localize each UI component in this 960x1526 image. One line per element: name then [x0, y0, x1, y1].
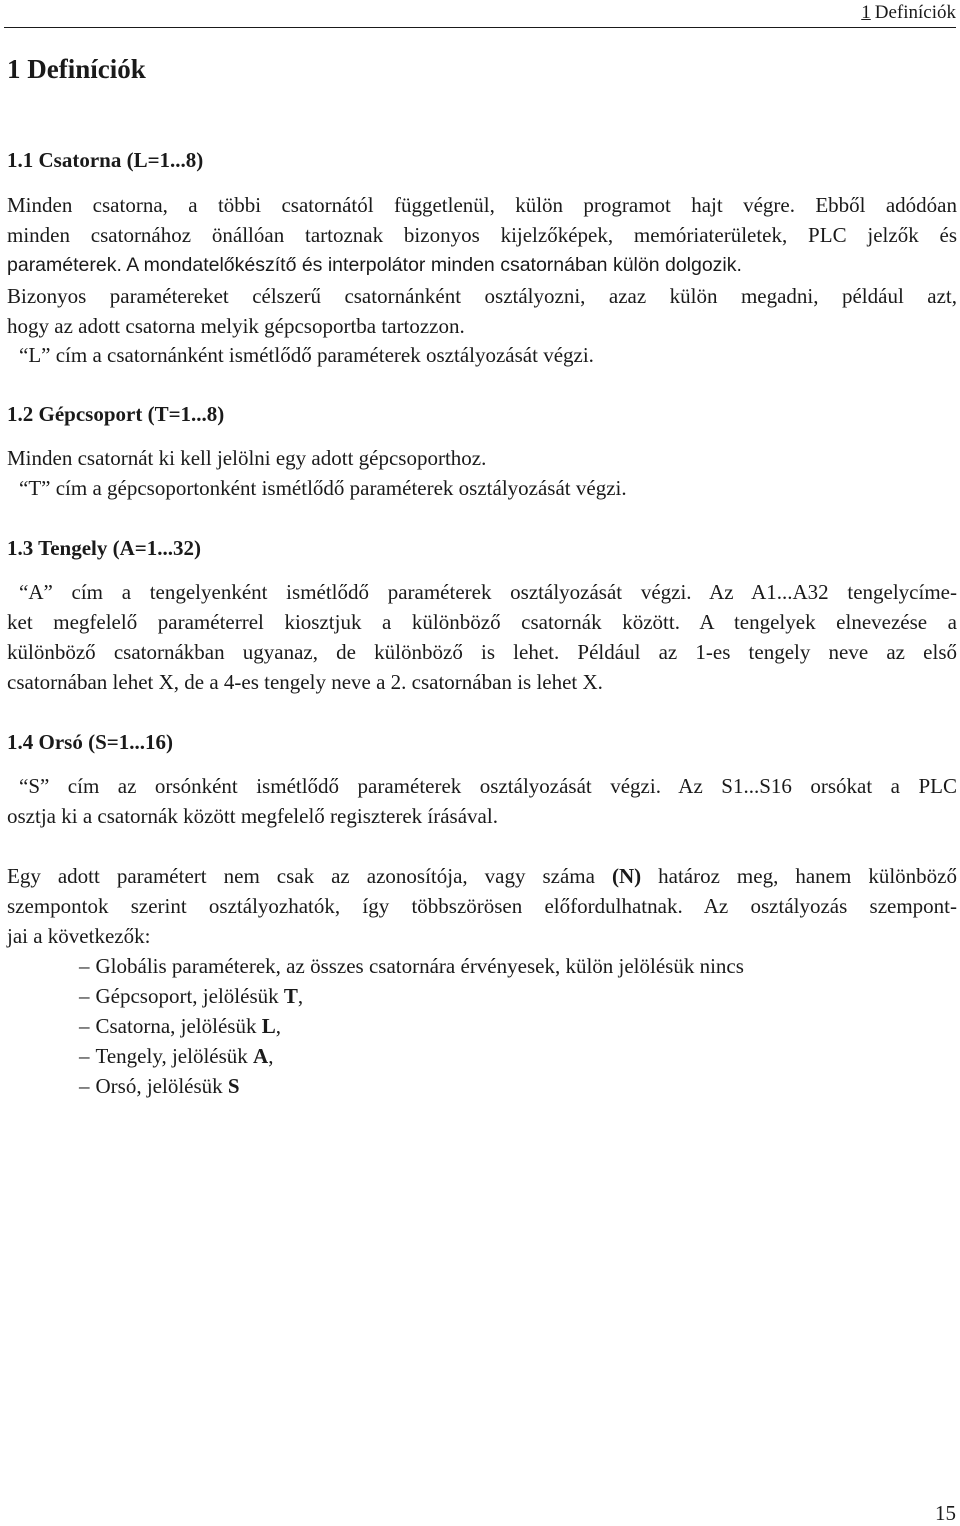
list-item	[79, 1071, 240, 1101]
list-item	[79, 1011, 281, 1041]
list-item	[79, 951, 744, 981]
paragraph-line: “L” cím a csatornánként ismétlődő paraméterek osztályozását végzi.	[19, 343, 594, 367]
list-item-code: S	[227, 1074, 240, 1098]
list-item-suffix: ,	[268, 1044, 274, 1068]
paragraph-line: csatornában lehet X, de a 4-es tengely neve a 2. csatornában is lehet X.	[7, 670, 603, 694]
section-heading-1-4: 1.4 Orsó (S=1...16)	[7, 730, 173, 754]
running-header-title: Definíciók	[874, 2, 956, 23]
paragraph-line: minden csatornához önállóan tartoznak bizonyos kijelzőképek, memóriaterületek, PLC jelzők és	[7, 223, 957, 247]
chapter-title: 1 Definíciók	[7, 54, 146, 84]
list-item	[79, 981, 303, 1011]
list-item-text: Globális paraméterek, az összes csatornára érvényesek, külön jelölésük nincs	[95, 954, 744, 978]
paragraph-line: ket megfelelő paraméterrel kiosztjuk a különböző csatornák között. A tengelyek elnevezése a	[7, 610, 957, 634]
section-heading-1-2: 1.2 Gépcsoport (T=1...8)	[7, 402, 225, 426]
running-header-number[interactable]: 1	[861, 2, 871, 23]
dash-bullet: –	[79, 1014, 90, 1038]
paragraph-line: “A” cím a tengelyenként ismétlődő paraméterek osztályozását végzi. Az A1...A32 tengelycíme-	[19, 580, 957, 604]
header-rule	[4, 27, 956, 28]
paragraph-line: “T” cím a gépcsoportonként ismétlődő paraméterek osztályozását végzi.	[19, 476, 627, 500]
paragraph-line: Minden csatornát ki kell jelölni egy adott gépcsoporthoz.	[7, 446, 487, 470]
list-item-code: L	[261, 1014, 276, 1038]
paragraph-line: paraméterek. A mondatelőkészítő és interpolátor minden csatornában külön dolgozik.	[7, 254, 742, 276]
list-item-text: Tengely, jelölésük	[95, 1044, 254, 1068]
closing-text: határoz meg, hanem különböző	[641, 864, 957, 888]
page-number: 15	[935, 1501, 956, 1525]
dash-bullet: –	[79, 1074, 90, 1098]
section-heading-1-1: 1.1 Csatorna (L=1...8)	[7, 148, 204, 172]
dash-bullet: –	[79, 984, 90, 1008]
list-item	[79, 1041, 273, 1071]
closing-text: Egy adott paramétert nem csak az azonosítója, vagy száma	[7, 864, 612, 888]
paragraph-line: különböző csatornákban ugyanaz, de különböző is lehet. Például az 1-es tengely neve az első	[7, 640, 957, 664]
list-item-text: Csatorna, jelölésük	[95, 1014, 262, 1038]
list-item-suffix: ,	[297, 984, 304, 1008]
list-item-text: Orsó, jelölésük	[95, 1074, 228, 1098]
list-item-code: T	[283, 984, 298, 1008]
paragraph-line	[7, 861, 957, 891]
list-item-text: Gépcsoport, jelölésük	[95, 984, 284, 1008]
paragraph-line: hogy az adott csatorna melyik gépcsoportba tartozzon.	[7, 314, 465, 338]
paragraph-line: szempontok szerint osztályozhatók, így többszörösen előfordulhatnak. Az osztályozás szempont-	[7, 894, 957, 918]
section-heading-1-3: 1.3 Tengely (A=1...32)	[7, 536, 201, 560]
paragraph-line: osztja ki a csatornák között megfelelő regiszterek írásával.	[7, 804, 498, 828]
paragraph-line: Minden csatorna, a többi csatornától függetlenül, külön programot hajt végre. Ebből adódóan	[7, 193, 957, 217]
running-header	[861, 0, 956, 26]
list-item-code: A	[253, 1044, 269, 1068]
paragraph-line: Bizonyos paramétereket célszerű csatornánként osztályozni, azaz külön megadni, például azt,	[7, 284, 957, 308]
paragraph-line: “S” cím az orsónként ismétlődő paraméterek osztályozását végzi. Az S1...S16 orsókat a PLC	[19, 774, 957, 798]
closing-bold-n: (N)	[611, 864, 642, 888]
paragraph-line: jai a következők:	[7, 924, 151, 948]
list-item-suffix: ,	[275, 1014, 281, 1038]
dash-bullet: –	[79, 1044, 90, 1068]
dash-bullet: –	[79, 954, 90, 978]
